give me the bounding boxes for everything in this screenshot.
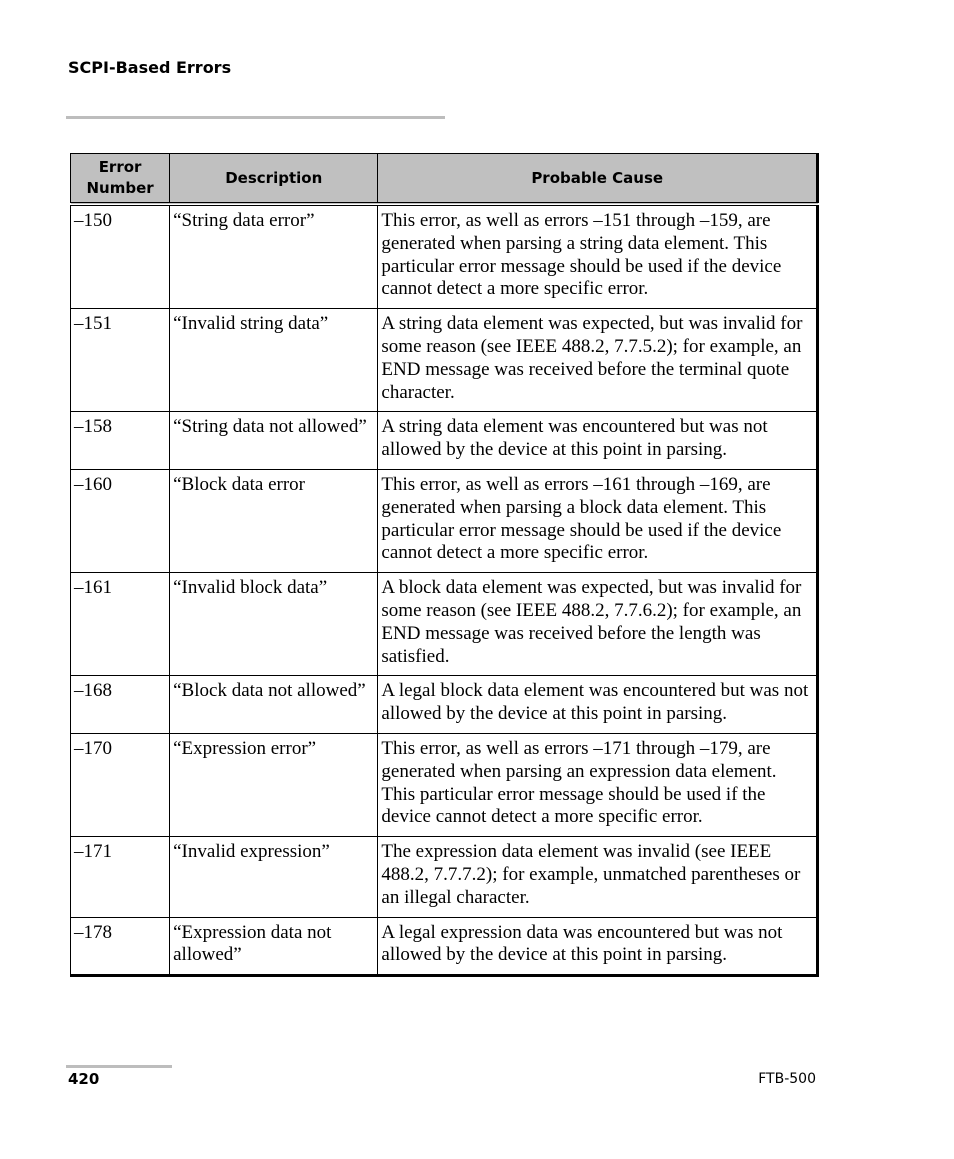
description-cell: “Invalid string data” [170,309,378,412]
table-row [71,676,818,734]
error-number-cell: –171 [71,837,170,917]
page-number: 420 [68,1070,100,1088]
description-cell: “Invalid expression” [170,837,378,917]
column-header-description: Description [170,154,378,205]
column-header-error-number [71,154,170,205]
description-cell: “Block data not allowed” [170,676,378,734]
description-cell: “Invalid block data” [170,573,378,676]
probable-cause-cell: The expression data element was invalid (see IEEE 488.2, 7.7.7.2); for example, unmatched parentheses or an illegal character. [378,837,818,917]
probable-cause-cell: This error, as well as errors –151 through –159, are generated when parsing a string data element. This particular error message should be used if the device cannot detect a more specific error. [378,204,818,309]
error-number-cell: –170 [71,733,170,836]
column-header-probable-cause: Probable Cause [378,154,818,205]
column-header-line: Error [98,158,142,176]
section-title: SCPI-Based Errors [68,58,232,77]
table-row [71,469,818,572]
error-table [70,153,819,977]
table-header-row [71,154,818,205]
error-number-cell: –160 [71,469,170,572]
table-row [71,309,818,412]
table-row [71,204,818,309]
probable-cause-cell: This error, as well as errors –161 through –169, are generated when parsing a block data element. This particular error message should be used if the device cannot detect a more specific error. [378,469,818,572]
probable-cause-cell: A string data element was expected, but was invalid for some reason (see IEEE 488.2, 7.7.5.2); for example, an END message was received before the terminal quote character. [378,309,818,412]
table-row [71,733,818,836]
top-rule [66,116,445,119]
table-row [71,917,818,976]
table-row [71,412,818,470]
probable-cause-cell: A string data element was encountered but was not allowed by the device at this point in parsing. [378,412,818,470]
probable-cause-cell: A legal expression data was encountered but was not allowed by the device at this point in parsing. [378,917,818,976]
column-header-line: Number [86,179,154,197]
error-number-cell: –168 [71,676,170,734]
description-cell: “Expression error” [170,733,378,836]
error-number-cell: –151 [71,309,170,412]
description-cell: “String data error” [170,204,378,309]
probable-cause-cell: A block data element was expected, but was invalid for some reason (see IEEE 488.2, 7.7.6.2); for example, an END message was received before the length was satisfied. [378,573,818,676]
description-cell: “Block data error [170,469,378,572]
bottom-rule [66,1065,172,1068]
product-name: FTB-500 [758,1071,816,1087]
error-number-cell: –161 [71,573,170,676]
error-number-cell: –150 [71,204,170,309]
error-number-cell: –158 [71,412,170,470]
error-number-cell: –178 [71,917,170,976]
probable-cause-cell: This error, as well as errors –171 through –179, are generated when parsing an expression data element. This particular error message should be used if the device cannot detect a more specific error. [378,733,818,836]
description-cell: “Expression data not allowed” [170,917,378,976]
table-row [71,837,818,917]
table-row [71,573,818,676]
description-cell: “String data not allowed” [170,412,378,470]
probable-cause-cell: A legal block data element was encountered but was not allowed by the device at this point in parsing. [378,676,818,734]
table-body [71,204,818,976]
